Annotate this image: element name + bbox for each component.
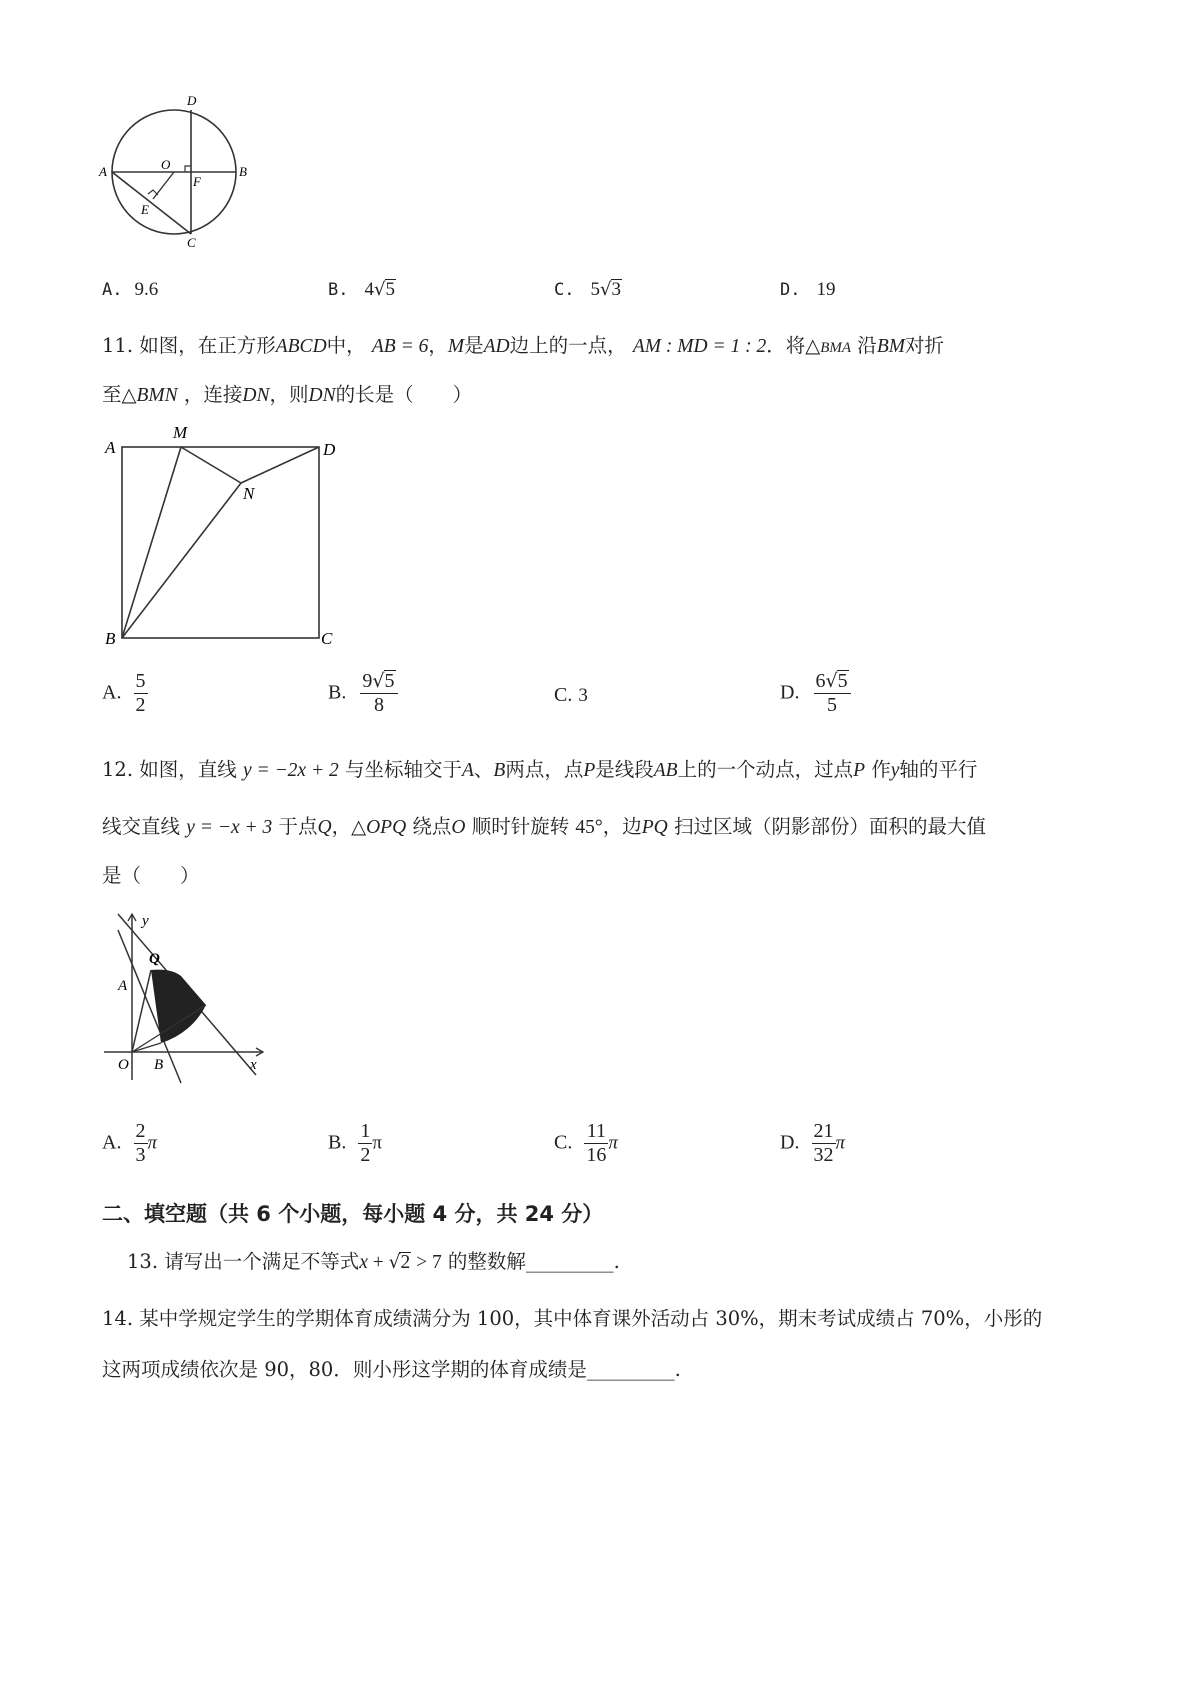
label-A: A: [118, 978, 128, 994]
q10-option-d: D. 19: [780, 279, 836, 300]
q11-option-d: D. $\frac{6√5}{5}$: [780, 670, 851, 717]
label-E: E: [141, 202, 149, 217]
q11-stem-line2: 至△BMN ，连接DN，则DN的长是（ ）: [102, 383, 473, 406]
q10-option-a: A. 9.6: [102, 279, 159, 300]
q12-option-c: C. $\frac{11}{16}$ π: [554, 1120, 618, 1166]
q11-option-a: A. $\frac{5}{2}$: [102, 670, 146, 716]
label-N: N: [243, 484, 255, 503]
label-C: C: [321, 629, 333, 648]
q12-stem-line3: 是（ ）: [102, 864, 200, 887]
label-D: D: [323, 440, 336, 459]
q13-answer-blank[interactable]: _________: [525, 1250, 614, 1273]
label-D: D: [187, 93, 197, 108]
label-B: B: [154, 1057, 164, 1073]
q14-stem-line1: 14. 某中学规定学生的学期体育成绩满分为 100，其中体育课外活动占 30%，期末考试成绩占 70%，小彤的: [102, 1307, 1043, 1330]
label-A: A: [99, 164, 107, 179]
q11-square-figure: [95, 418, 355, 658]
q10-option-b: B. 4√5: [328, 279, 396, 300]
q12-stem-line2: 线交直线 y = −x + 3 于点Q，△OPQ 绕点O 顺时针旋转 45°，边PQ 扫过区域（阴影部份）面积的最大值: [102, 815, 986, 838]
label-C: C: [187, 235, 196, 250]
q13-stem: 13. 请写出一个满足不等式x + √2 > 7 的整数解_________.: [127, 1250, 620, 1273]
label-O: O: [161, 157, 171, 172]
q14-stem-line2: 这两项成绩依次是 90，80．则小彤这学期的体育成绩是_________.: [102, 1358, 681, 1381]
q12-option-b: B. $\frac{1}{2}$ π: [328, 1120, 382, 1166]
q12-stem-line1: 12. 如图，直线 y = −2x + 2 与坐标轴交于A、B两点，点P是线段AB上的一个动点，过点P 作y轴的平行: [102, 758, 978, 781]
label-M: M: [173, 423, 188, 442]
q12-coordinate-figure: [98, 908, 273, 1086]
q11-option-b: B. $\frac{9√5}{8}$: [328, 670, 398, 717]
label-y: y: [142, 913, 149, 929]
label-F: F: [193, 174, 201, 189]
label-O: O: [118, 1057, 129, 1073]
label-B: B: [239, 164, 247, 179]
q11-option-c: C. 3: [554, 684, 588, 706]
label-Q: Q: [149, 951, 160, 967]
section-heading-fill-in: 二、填空题（共 6 个小题，每小题 4 分，共 24 分）: [102, 1202, 604, 1226]
q11-stem-line1: 11. 如图，在正方形ABCD中， AB = 6，M是AD边上的一点， AM : MD = 1 : 2．将△BMA 沿BM对折: [102, 334, 944, 357]
label-x: x: [250, 1057, 257, 1073]
label-B: B: [105, 629, 116, 648]
label-A: A: [105, 438, 116, 457]
q10-option-c: C. 5√3: [554, 279, 622, 300]
q14-answer-blank[interactable]: _________: [586, 1358, 675, 1381]
q12-option-d: D. $\frac{21}{32}$ π: [780, 1120, 846, 1166]
q10-circle-figure: [95, 90, 265, 260]
q12-option-a: A. $\frac{2}{3}$ π: [102, 1120, 158, 1166]
